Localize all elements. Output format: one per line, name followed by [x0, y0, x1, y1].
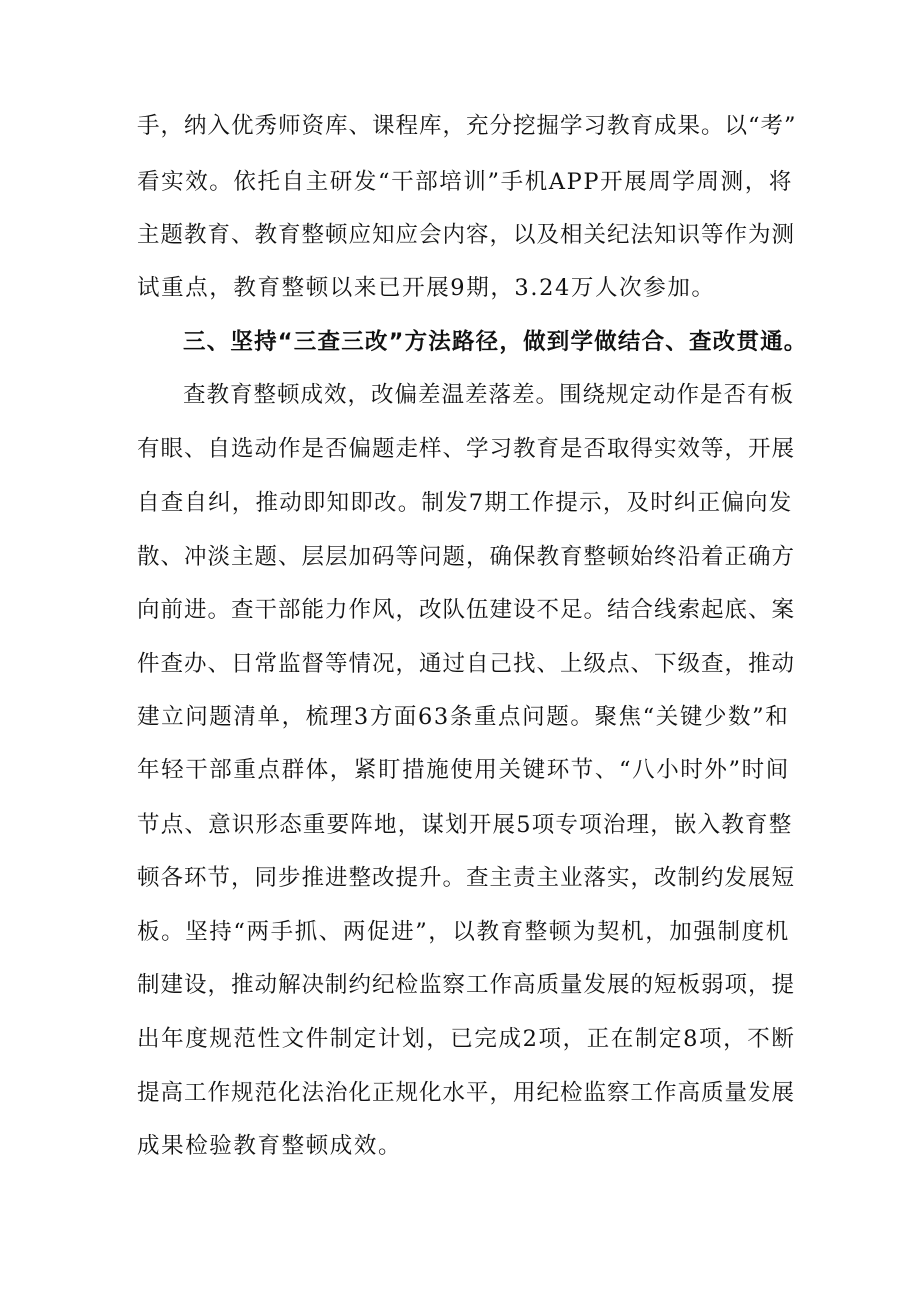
paragraph-line: 手，纳入优秀师资库、课程库，充分挖掘学习教育成果。以“考” [137, 113, 797, 139]
paragraph-line: 出年度规范性文件制定计划，已完成2项，正在制定8项，不断 [137, 1026, 796, 1052]
paragraph-line: 提高工作规范化法治化正规化水平，用纪检监察工作高质量发展 [137, 1080, 796, 1106]
paragraph-line: 有眼、自选动作是否偏题走样、学习教育是否取得实效等，开展 [137, 436, 796, 462]
paragraph-line: 建立问题清单，梳理3方面63条重点问题。聚焦“关键少数”和 [137, 704, 790, 730]
paragraph-line: 向前进。查干部能力作风，改队伍建设不足。结合线索起底、案 [137, 597, 796, 623]
paragraph-line: 年轻干部重点群体，紧盯措施使用关键环节、“八小时外”时间 [137, 757, 790, 783]
paragraph-line: 看实效。依托自主研发“干部培训”手机APP开展周学周测，将 [137, 169, 793, 195]
paragraph-line: 板。坚持“两手抓、两促进”，以教育整顿为契机，加强制度机 [137, 919, 790, 945]
paragraph-line: 试重点，教育整顿以来已开展9期，3.24万人次参加。 [137, 275, 716, 301]
paragraph-line: 查教育整顿成效，改偏差温差落差。围绕规定动作是否有板 [183, 382, 795, 408]
paragraph-line: 顿各环节，同步推进整改提升。查主责主业落实，改制约发展短 [137, 865, 796, 891]
paragraph-line: 件查办、日常监督等情况，通过自己找、上级点、下级查，推动 [137, 651, 796, 677]
paragraph-line: 散、冲淡主题、层层加码等问题，确保教育整顿始终沿着正确方 [137, 544, 796, 570]
paragraph-line: 制建设，推动解决制约纪检监察工作高质量发展的短板弱项，提 [137, 972, 796, 998]
section-heading: 三、坚持“三查三改”方法路径，做到学做结合、查改贯通。 [183, 329, 808, 355]
paragraph-line: 成果检验教育整顿成效。 [137, 1133, 403, 1159]
paragraph-line: 主题教育、教育整顿应知应会内容，以及相关纪法知识等作为测 [137, 222, 796, 248]
paragraph-line: 自查自纠，推动即知即改。制发7期工作提示，及时纠正偏向发 [137, 490, 793, 516]
paragraph-line: 节点、意识形态重要阵地，谋划开展5项专项治理，嵌入教育整 [137, 812, 793, 838]
